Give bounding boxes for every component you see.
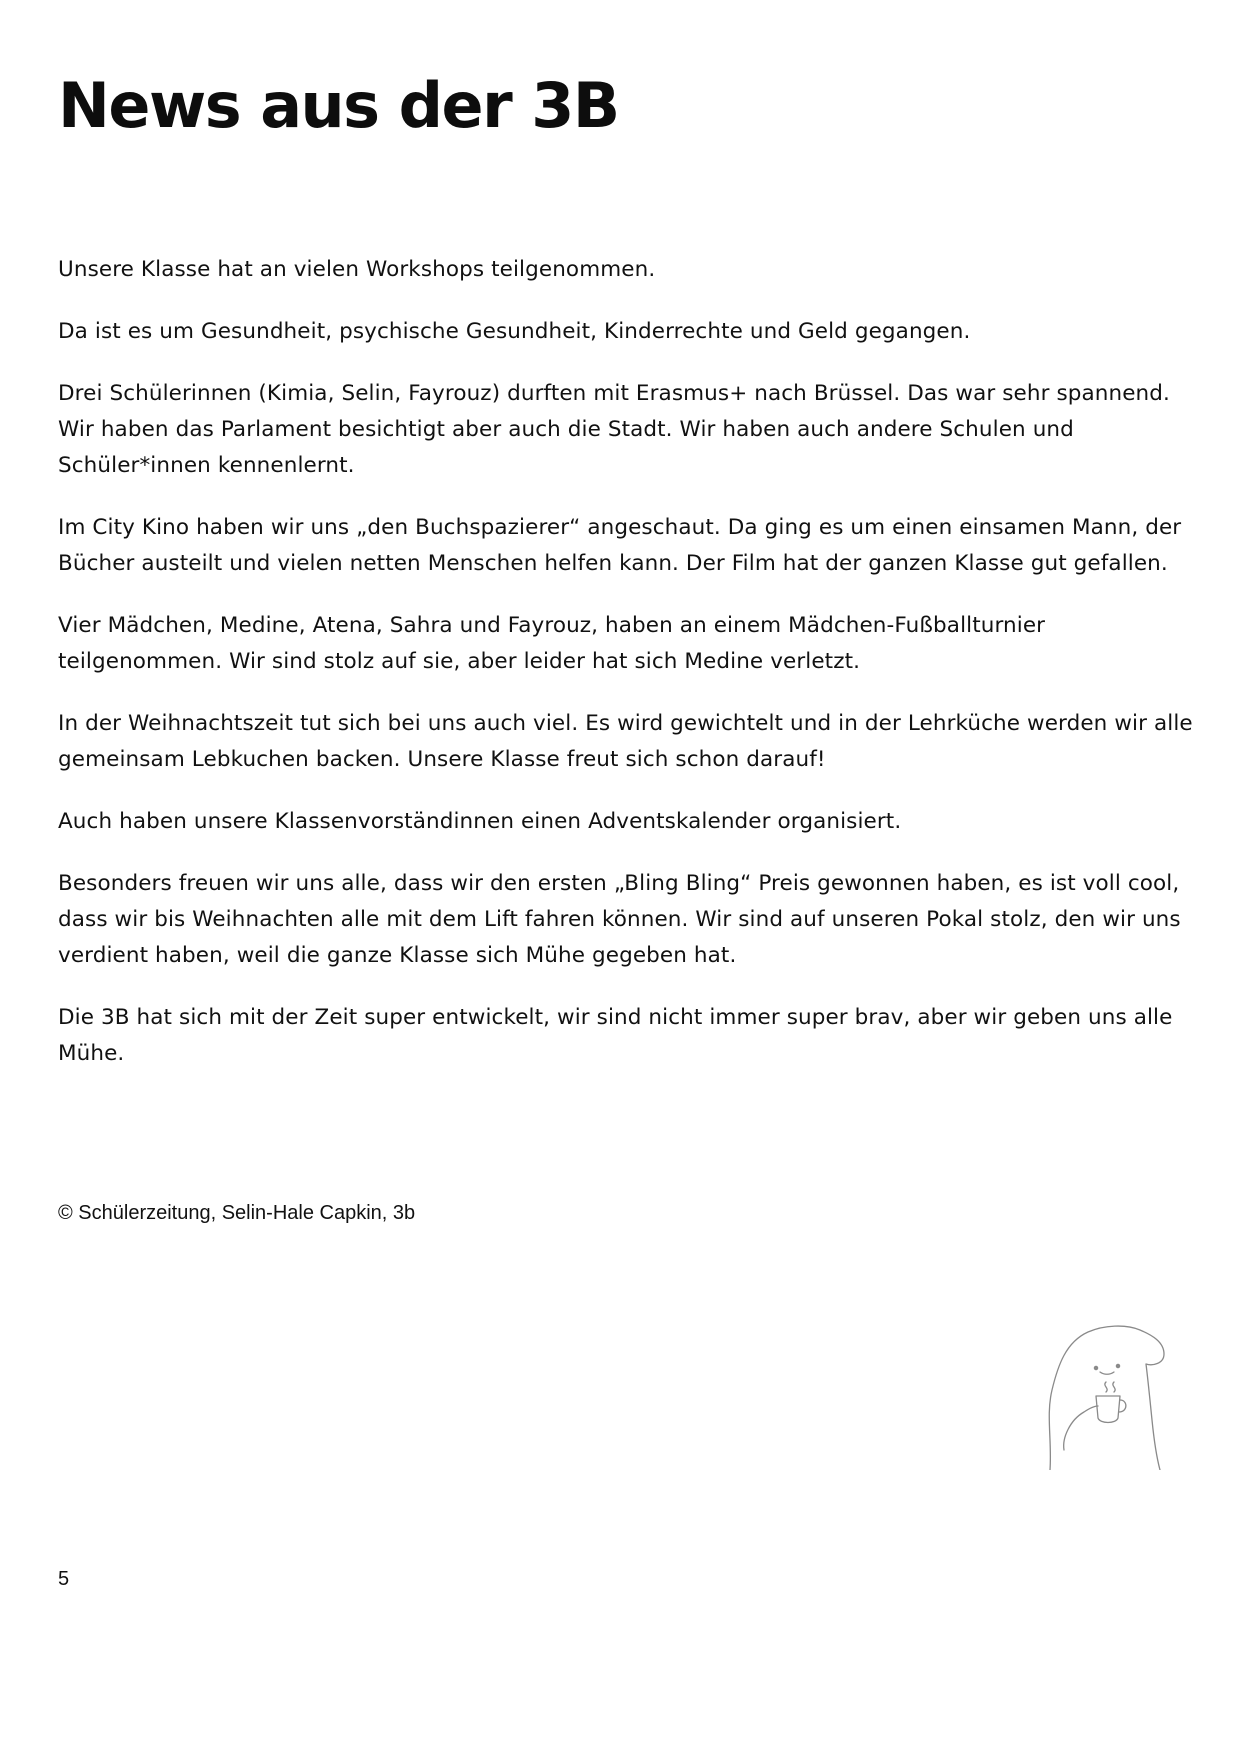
paragraph-bling-bling-prize: Besonders freuen wir uns alle, dass wir den ersten „Bling Bling“ Preis gewonnen haben, es ist voll cool, dass wir bis Weihnachten alle mit dem Lift fahren können. Wir sind auf unseren Pokal stolz, den wir uns verdient haben, weil die ganze Klasse sich Mühe gegeben hat. (58, 871, 1181, 968)
copyright-credit: © Schülerzeitung, Selin-Hale Capkin, 3b (58, 1202, 416, 1224)
paragraph-christmas-time: In der Weihnachtszeit tut sich bei uns auch viel. Es wird gewichtelt und in der Lehrküche werden wir alle gemeinsam Lebkuchen backen. Unsere Klasse freut sich schon darauf! (58, 711, 1193, 772)
article-body (58, 252, 1193, 1098)
paragraph-city-kino: Im City Kino haben wir uns „den Buchspazierer“ angeschaut. Da ging es um einen einsamen Mann, der Bücher austeilt und vielen netten Menschen helfen kann. Der Film hat der ganzen Klasse gut gefallen. (58, 515, 1182, 576)
paragraph-workshop-topics: Da ist es um Gesundheit, psychische Gesundheit, Kinderrechte und Geld gegangen. (58, 319, 971, 344)
page-title: News aus der 3B (58, 69, 619, 142)
paragraph-football-tournament: Vier Mädchen, Medine, Atena, Sahra und Fayrouz, haben an einem Mädchen-Fußballturnier teilgenommen. Wir sind stolz auf sie, aber leider hat sich Medine verletzt. (58, 613, 1046, 674)
paragraph-advent-calendar: Auch haben unsere Klassenvorständinnen einen Adventskalender organisiert. (58, 809, 902, 834)
paragraph-class-development: Die 3B hat sich mit der Zeit super entwickelt, wir sind nicht immer super brav, aber wir geben uns alle Mühe. (58, 1005, 1173, 1066)
paragraph-erasmus-brussels: Drei Schülerinnen (Kimia, Selin, Fayrouz) durften mit Erasmus+ nach Brüssel. Das war sehr spannend. Wir haben das Parlament besichtigt aber auch die Stadt. Wir haben auch andere Schulen und Schüler*innen kennenlernt. (58, 381, 1170, 478)
ghost-with-coffee-cup-sketch-icon (1036, 1320, 1188, 1470)
page-number: 5 (58, 1568, 70, 1590)
paragraph-workshops: Unsere Klasse hat an vielen Workshops teilgenommen. (58, 257, 656, 282)
